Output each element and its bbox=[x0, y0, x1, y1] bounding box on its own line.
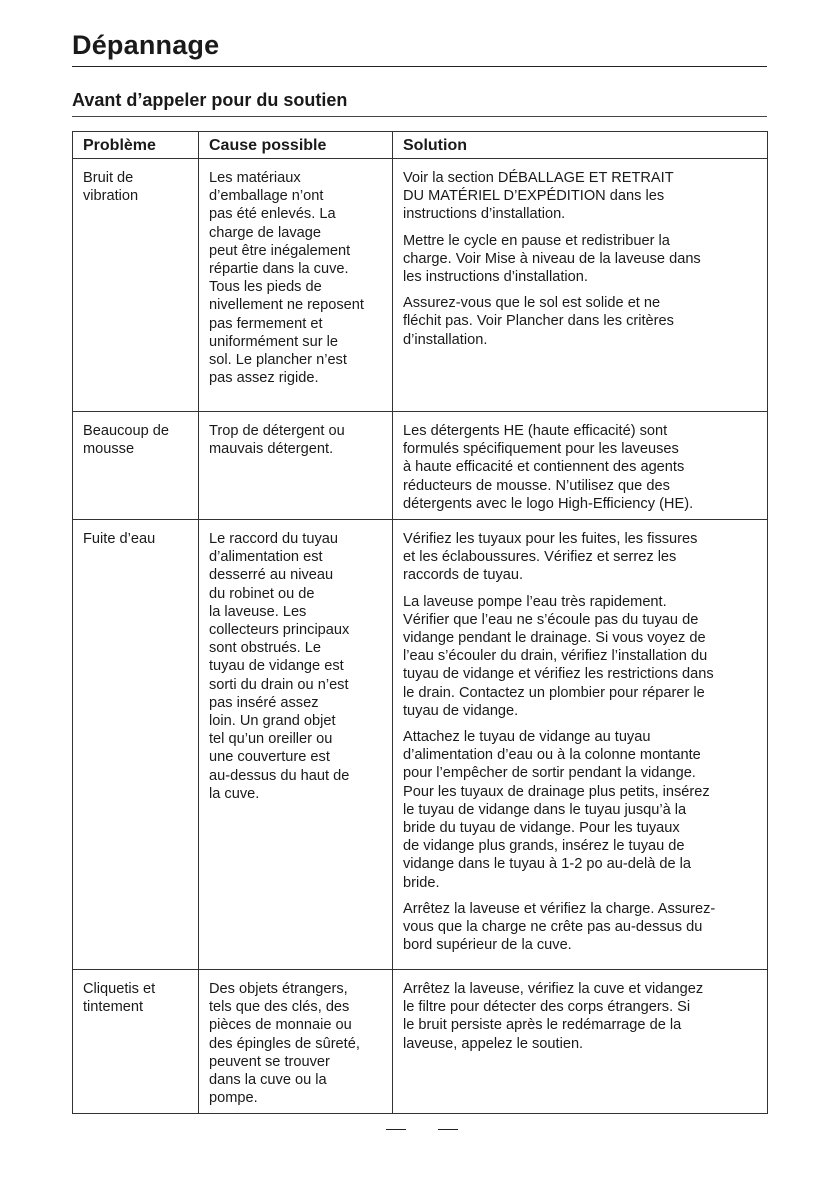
table-row bbox=[73, 412, 768, 520]
cause-text: Les matériaux d’emballage n’ont pas été enlevés. La charge de lavage peut être inégalement répartie dans la cuve. Tous les pieds de nivellement ne reposent pas fermement et uniformément sur le sol. Le plancher n’est pas assez rigide. bbox=[209, 170, 364, 387]
problem-cell bbox=[73, 970, 199, 1114]
solution-paragraph: Assurez-vous que le sol est solide et ne fléchit pas. Voir Plancher dans les critères d’installation. bbox=[403, 295, 674, 348]
page-mark-right bbox=[438, 1129, 458, 1130]
problem-text: Fuite d’eau bbox=[83, 531, 156, 548]
problem-cell bbox=[73, 520, 199, 970]
cause-cell bbox=[199, 970, 393, 1114]
section-divider bbox=[72, 116, 767, 117]
problem-cell bbox=[73, 412, 199, 520]
problem-text: Bruit de vibration bbox=[83, 170, 139, 205]
solution-paragraph: Arrêtez la laveuse, vérifiez la cuve et vidangez le filtre pour détecter des corps étrangers. Si le bruit persiste après le redémarrage de la laveuse, appelez le soutien. bbox=[403, 981, 704, 1052]
solution-paragraph: Mettre le cycle en pause et redistribuer la charge. Voir Mise à niveau de la laveuse dans les instructions d’installation. bbox=[403, 232, 701, 286]
solution-paragraph: Arrêtez la laveuse et vérifiez la charge. Assurez- vous que la charge ne crête pas au-dessus du bord supérieur de la cuve. bbox=[403, 900, 716, 954]
page-title: Dépannage bbox=[72, 30, 220, 60]
page-mark-left bbox=[386, 1129, 406, 1130]
section-title: Avant d’appeler pour du soutien bbox=[72, 90, 348, 110]
solution-paragraph: Les détergents HE (haute efficacité) sont formulés spécifiquement pour les laveuses à haute efficacité et contiennent des agents réducteurs de mousse. N’utilisez que des détergents avec le logo High-Efficiency (HE). bbox=[403, 423, 694, 512]
solution-cell bbox=[393, 412, 768, 520]
solution-cell bbox=[393, 159, 768, 412]
cause-text: Le raccord du tuyau d’alimentation est desserré au niveau du robinet ou de la laveuse. Les collecteurs principaux sont obstrués. Le tuyau de vidange est sorti du drain ou n’est pas inséré assez loin. Un grand objet tel qu’un oreiller ou une couverture est au-dessus du haut de la cuve. bbox=[209, 531, 350, 802]
header-problem: Problème bbox=[73, 132, 199, 159]
header-cause: Cause possible bbox=[199, 132, 393, 159]
cause-cell bbox=[199, 520, 393, 970]
problem-text: Cliquetis et tintement bbox=[83, 981, 156, 1016]
solution-cell bbox=[393, 970, 768, 1114]
title-divider bbox=[72, 66, 767, 67]
problem-text: Beaucoup de mousse bbox=[83, 423, 170, 458]
problem-cell bbox=[73, 159, 199, 412]
table-row bbox=[73, 520, 768, 970]
cause-cell bbox=[199, 159, 393, 412]
troubleshooting-table bbox=[72, 131, 768, 1114]
table-header-row bbox=[73, 132, 768, 159]
solution-cell bbox=[393, 520, 768, 970]
cause-text: Trop de détergent ou mauvais détergent. bbox=[209, 423, 345, 458]
table-row bbox=[73, 970, 768, 1114]
table-row bbox=[73, 159, 768, 412]
cause-cell bbox=[199, 412, 393, 520]
cause-text: Des objets étrangers, tels que des clés, des pièces de monnaie ou des épingles de sûreté, peuvent se trouver dans la cuve ou la pompe. bbox=[209, 981, 360, 1107]
header-solution: Solution bbox=[393, 132, 768, 159]
solution-paragraph: Vérifiez les tuyaux pour les fuites, les fissures et les éclaboussures. Vérifiez et serrez les raccords de tuyau. bbox=[403, 531, 698, 584]
solution-paragraph: Attachez le tuyau de vidange au tuyau d’alimentation d’eau ou à la colonne montante pour l’empêcher de sortir pendant la vidange. Pour les tuyaux de drainage plus petits, insérez le tuyau de vidange dans le tuyau jusqu’à la bride du tuyau de vidange. Pour les tuyaux de vidange plus grands, insérez le tuyau de vidange dans le tuyau à 1-2 po au-delà de la bride. bbox=[403, 729, 710, 891]
solution-paragraph: La laveuse pompe l’eau très rapidement. Vérifier que l’eau ne s’écoule pas du tuyau de vidange pendant le drainage. Si vous voyez de l’eau s’écouler du drain, vérifiez l’installation du tuyau de vidange et vérifiez les restrictions dans le drain. Contactez un plombier pour réparer le tuyau de vidange. bbox=[403, 593, 714, 719]
page-number-marks bbox=[386, 1129, 458, 1133]
solution-paragraph: Voir la section DÉBALLAGE ET RETRAIT DU MATÉRIEL D’EXPÉDITION dans les instructions d’installation. bbox=[403, 170, 674, 223]
